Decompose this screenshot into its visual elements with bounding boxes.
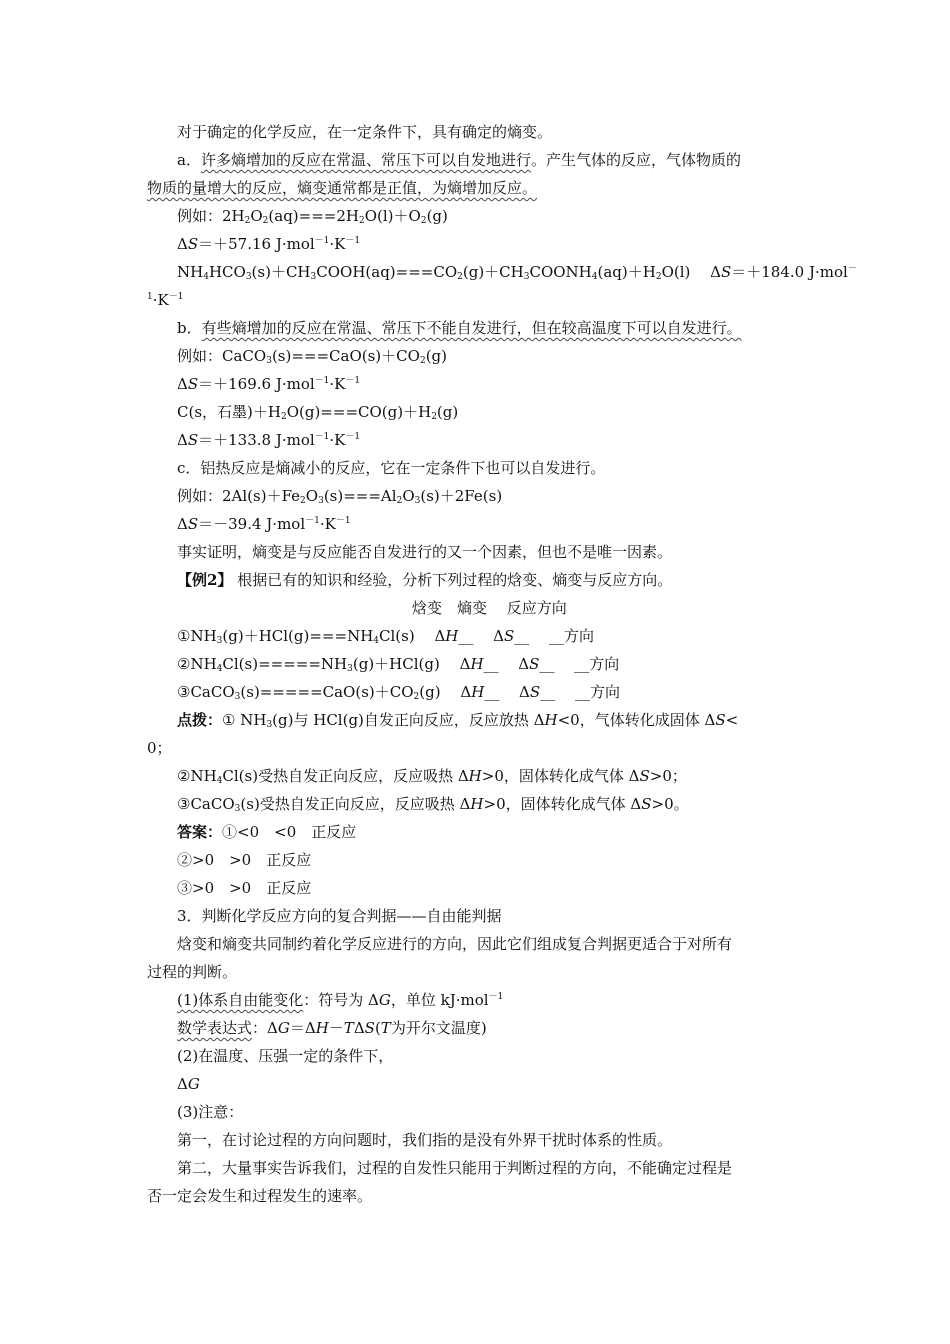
wavy-underlined-text: 物质的量增大的反应，熵变通常都是正值，为熵增加反应。 [147, 179, 538, 197]
text-line [147, 178, 537, 198]
equation-line: ΔS＝＋169.6 $J\cdot mol^{-1}\cdot K^{-1}$ [177, 375, 361, 393]
hint-line: 点拨：① $NH_3(g)$与 HCl(g)自发正向反应，反应放热 ΔH<0，气体转化成固体 ΔS< [177, 711, 739, 730]
question-line: $②NH_4Cl(s)=====NH_3(g)+HCl(g)$ ΔH__ ΔS__ __方向 [177, 655, 620, 674]
column-headers: 焓变 熵变 反应方向 [412, 599, 567, 617]
text-line: c．铝热反应是熵减小的反应，它在一定条件下也可以自发进行。 [177, 459, 606, 477]
text-line: 否一定会发生和过程发生的速率。 [147, 1187, 373, 1205]
equation-line: ΔS＝＋57.16 $J\cdot mol^{-1}\cdot K^{-1}$ [177, 235, 361, 253]
text-line: 事实证明，熵变是与反应能否自发进行的又一个因素，但也不是唯一因素。 [177, 543, 673, 561]
text-line: 第一，在讨论过程的方向问题时，我们指的是没有外界干扰时体系的性质。 [177, 1131, 673, 1149]
equation-line: ΔS＝＋133.8 $J\cdot mol^{-1}\cdot K^{-1}$ [177, 431, 361, 449]
equation-line: 例如：$2H_2O_2(aq)===2H_2O(l)+O_2(g)$ [177, 207, 448, 226]
question-line: $①NH_3(g)+HCl(g)===NH_4Cl(s)$ ΔH__ ΔS__ __方向 [177, 627, 595, 646]
example-heading: 【例2】 根据已有的知识和经验，分析下列过程的焓变、熵变与反应方向。 [177, 571, 673, 589]
hint-line: ③CaCO$_3$(s)受热自发正向反应，反应吸热 ΔH>0，固体转化成气体 ΔS>0。 [177, 795, 689, 814]
wavy-underlined-text: 数学表达式 [177, 1019, 253, 1037]
answer-line: ③>0 >0 正反应 [177, 879, 312, 897]
wavy-underlined-text: 许多熵增加的反应在常温、常压下可以自发地进行 [200, 151, 531, 169]
equation-line: 例如：$CaCO_3(s)===CaO(s)+CO_2(g)$ [177, 347, 447, 366]
text-line: 第二，大量事实告诉我们，过程的自发性只能用于判断过程的方向，不能确定过程是 [177, 1159, 733, 1177]
wavy-underlined-text: (1)体系自由能变化 [177, 991, 304, 1009]
text-line: ΔG [177, 1075, 200, 1093]
equation-line: C(s，石墨)$+H_2O(g)===CO(g)+H_2(g)$ [177, 403, 459, 422]
section-heading: 3．判断化学反应方向的复合判据——自由能判据 [177, 907, 502, 925]
text-line: (2)在温度、压强一定的条件下， [177, 1047, 394, 1065]
text-line: 过程的判断。 [147, 963, 238, 981]
equation-line: $NH_4HCO_3(s)+CH_3COOH(aq)===CO_2(g)+CH_3COONH_4(aq)+H_2O(l)$ ΔS＝＋184.0 J·mol－ [177, 263, 857, 282]
hint-line: $②NH_4Cl(s)$受热自发正向反应，反应吸热 ΔH>0，固体转化成气体 ΔS>0； [177, 767, 687, 786]
equation-line: ΔS＝－39.4 $J\cdot mol^{-1}\cdot K^{-1}$ [177, 515, 351, 533]
text-line: b．有些熵增加的反应在常温、常压下不能自发进行，但在较高温度下可以自发进行。 [177, 319, 742, 337]
text-line: (3)注意： [177, 1103, 244, 1121]
answer-line: 答案：①<0 <0 正反应 [177, 823, 357, 841]
equation-line: 例如：$2Al(s)+Fe_2O_3(s)===Al_2O_3(s)+2Fe(s)$ [177, 487, 503, 506]
formula-line: 数学表达式：ΔG＝ΔH－TΔS(T为开尔文温度) [177, 1019, 487, 1037]
equation-line: $^1\cdot K^{-1}$ [147, 291, 184, 309]
text-line: 对于确定的化学反应，在一定条件下，具有确定的熵变。 [177, 123, 553, 141]
question-line: $③CaCO_3(s)=====CaO(s)+CO_2(g)$ ΔH__ ΔS__ __方向 [177, 683, 620, 702]
text-line: 焓变和熵变共同制约着化学反应进行的方向，因此它们组成复合判据更适合于对所有 [177, 935, 733, 953]
text-line: a．许多熵增加的反应在常温、常压下可以自发地进行。产生气体的反应，气体物质的 [177, 151, 741, 169]
wavy-underlined-text: 有些熵增加的反应在常温、常压下不能自发进行，但在较高温度下可以自发进行。 [201, 319, 742, 337]
text-line: (1)体系自由能变化：符号为 ΔG，单位 kJ·mol$^{-1}$ [177, 991, 504, 1009]
answer-line: ②>0 >0 正反应 [177, 851, 312, 869]
hint-line: 0； [147, 739, 172, 757]
